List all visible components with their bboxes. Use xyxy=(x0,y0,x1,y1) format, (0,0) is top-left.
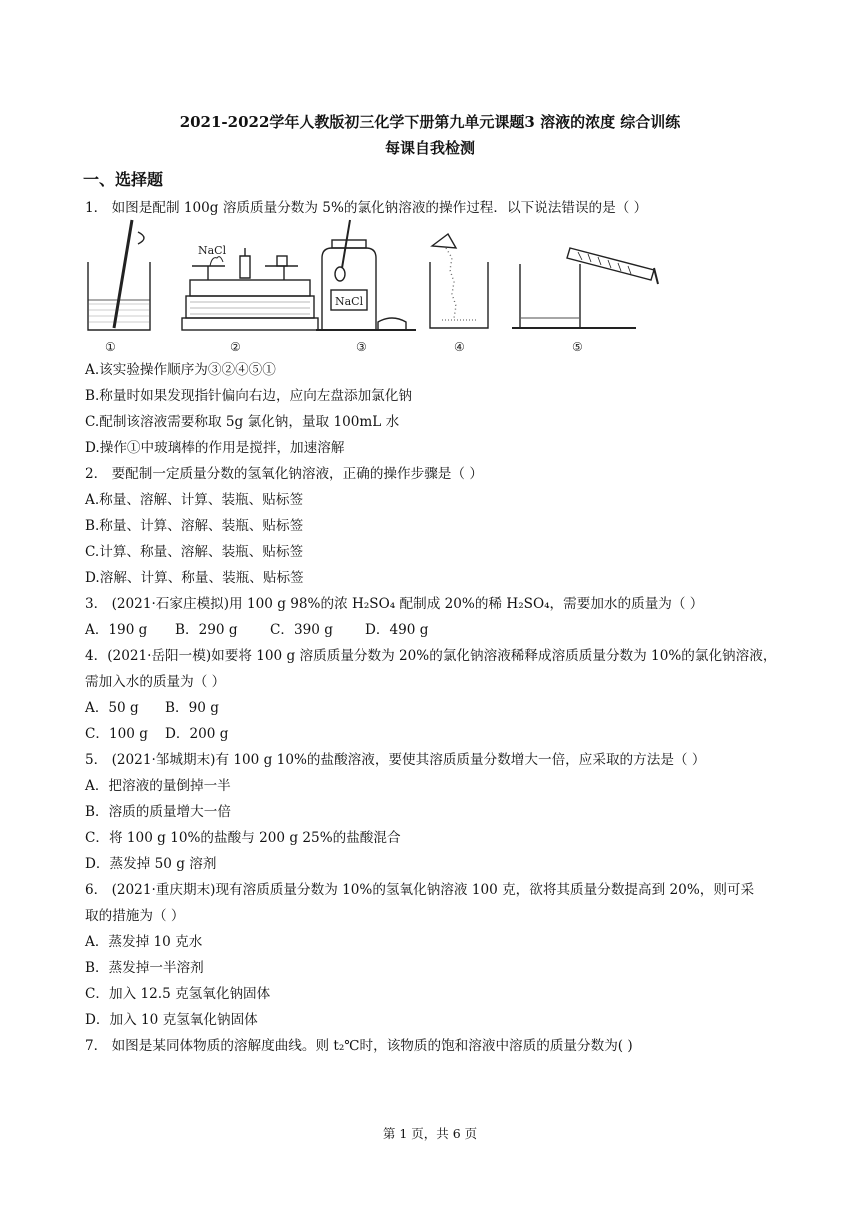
question-4-stem-cont: 需加入水的质量为（ ） xyxy=(85,674,226,690)
question-3-option-c: C．390 g xyxy=(270,622,333,638)
question-1-figure xyxy=(80,218,680,358)
figure-label-4: ④ xyxy=(454,340,465,354)
question-1-option-b: B.称量时如果发现指针偏向右边，应向左盘添加氯化钠 xyxy=(85,388,412,404)
question-5-option-d: D．蒸发掉 50 g 溶剂 xyxy=(85,856,217,872)
figure-label-1: ① xyxy=(105,340,116,354)
cylinder-pour-figure xyxy=(512,248,658,354)
question-3-option-d: D．490 g xyxy=(365,622,429,638)
question-2-option-c: C.计算、称量、溶解、装瓶、贴标签 xyxy=(85,544,304,560)
question-2-option-a: A.称量、溶解、计算、装瓶、贴标签 xyxy=(85,492,304,508)
question-4-options-row1 xyxy=(85,699,219,717)
question-3-option-b: B．290 g xyxy=(175,622,238,638)
question-4-stem: 4．(2021·岳阳一模)如要将 100 g 溶质质量分数为 20%的氯化钠溶液稀释成溶质质量分数为 10%的氯化钠溶液， xyxy=(85,648,777,664)
nacl-label-bottle: NaCl xyxy=(335,295,364,308)
question-7-stem: 7． 如图是某同体物质的溶解度曲线。则 t₂℃时，该物质的饱和溶液中溶质的质量分数为( ) xyxy=(85,1038,633,1054)
beaker-pour-figure xyxy=(430,234,488,354)
question-3-option-a: A．190 g xyxy=(85,622,148,638)
question-4-option-b: B．90 g xyxy=(165,700,219,716)
beaker-stirring-figure xyxy=(88,220,150,354)
question-4-option-a: A．50 g xyxy=(85,700,139,716)
question-6-stem: 6． (2021·重庆期末)现有溶质质量分数为 10%的氢氧化钠溶液 100 克，欲将其质量分数提高到 20%，则可采 xyxy=(85,882,755,898)
figure-label-5: ⑤ xyxy=(572,340,583,354)
figure-label-3: ③ xyxy=(356,340,367,354)
nacl-label-balance: NaCl xyxy=(198,244,227,257)
question-6-option-b: B．蒸发掉一半溶剂 xyxy=(85,960,204,976)
question-6-option-a: A．蒸发掉 10 克水 xyxy=(85,934,203,950)
question-6-option-d: D．加入 10 克氢氧化钠固体 xyxy=(85,1012,258,1028)
section-heading: 一、选择题 xyxy=(83,170,164,189)
page-footer: 第 1 页，共 6 页 xyxy=(382,1126,478,1141)
question-1-option-c: C.配制该溶液需要称取 5g 氯化钠，量取 100mL 水 xyxy=(85,414,400,430)
question-5-option-b: B．溶质的质量增大一倍 xyxy=(85,804,231,820)
question-5-option-c: C．将 100 g 10%的盐酸与 200 g 25%的盐酸混合 xyxy=(85,830,401,846)
question-3-stem: 3． (2021·石家庄模拟)用 100 g 98%的浓 H₂SO₄ 配制成 20%的稀 H₂SO₄，需要加水的质量为（ ） xyxy=(85,596,704,612)
question-4-option-d: D．200 g xyxy=(165,726,229,742)
document-subtitle: 每课自我检测 xyxy=(384,139,475,157)
question-1-option-a: A.该实验操作顺序为③②④⑤① xyxy=(85,362,276,378)
question-2-option-b: B.称量、计算、溶解、装瓶、贴标签 xyxy=(85,518,304,534)
balance-figure xyxy=(182,244,318,354)
question-6-option-c: C．加入 12.5 克氢氧化钠固体 xyxy=(85,986,271,1002)
question-5-stem: 5． (2021·邹城期末)有 100 g 10%的盐酸溶液，要使其溶质质量分数增大一倍，应采取的方法是（ ） xyxy=(85,752,706,768)
question-2-option-d: D.溶解、计算、称量、装瓶、贴标签 xyxy=(85,570,304,586)
question-6-stem-cont: 取的措施为（ ） xyxy=(85,908,185,924)
document-title: 2021-2022学年人教版初三化学下册第九单元课题3 溶液的浓度 综合训练 xyxy=(179,113,681,131)
question-2-stem: 2． 要配制一定质量分数的氢氧化钠溶液，正确的操作步骤是（ ） xyxy=(85,466,483,482)
question-1-stem: 1． 如图是配制 100g 溶质质量分数为 5%的氯化钠溶液的操作过程．以下说法错误的是（ ） xyxy=(85,200,648,216)
question-3-options xyxy=(85,621,428,639)
reagent-bottle-figure xyxy=(316,220,416,354)
figure-label-2: ② xyxy=(230,340,241,354)
question-4-options-row2 xyxy=(85,725,228,743)
question-5-option-a: A．把溶液的量倒掉一半 xyxy=(85,778,231,794)
question-1-option-d: D.操作①中玻璃棒的作用是搅拌，加速溶解 xyxy=(85,440,345,456)
question-4-option-c: C．100 g xyxy=(85,726,148,742)
